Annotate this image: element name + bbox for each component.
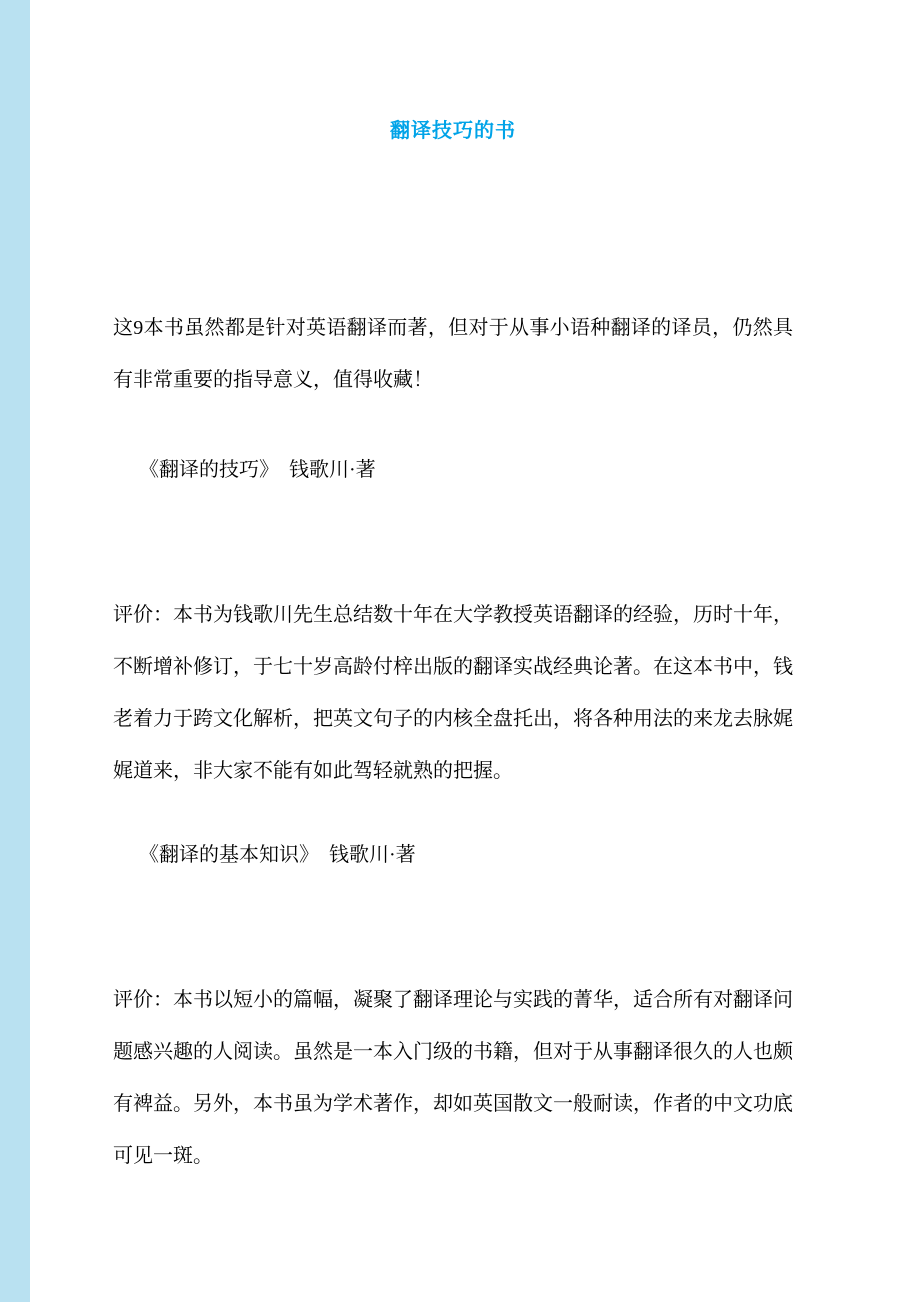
- paragraph-intro: 这9本书虽然都是针对英语翻译而著，但对于从事小语种翻译的译员，仍然具有非常重要的指导意义，值得收藏！: [113, 317, 793, 391]
- paragraph-review-2: 评价：本书以短小的篇幅，凝聚了翻译理论与实践的菁华，适合所有对翻译问题感兴趣的人阅读。虽然是一本入门级的书籍，但对于从事翻译很久的人也颇有裨益。另外，本书虽为学术著作，却如英国散文一般耐读，作者的中文功底可见一斑。: [113, 989, 793, 1167]
- document-title: 翻译技巧的书: [390, 120, 516, 142]
- book-title-1: 《翻译的技巧》 钱歌川·著: [139, 459, 376, 481]
- paragraph-review-1: 评价：本书为钱歌川先生总结数十年在大学教授英语翻译的经验，历时十年，不断增补修订，于七十岁高龄付梓出版的翻译实战经典论著。在这本书中，钱老着力于跨文化解析，把英文句子的内核全盘托出，将各种用法的来龙去脉娓娓道来，非大家不能有如此驾轻就熟的把握。: [113, 604, 793, 782]
- book-title-2: 《翻译的基本知识》 钱歌川·著: [139, 844, 416, 866]
- document-content: [113, 0, 793, 1182]
- page-left-margin-strip: [0, 0, 30, 1302]
